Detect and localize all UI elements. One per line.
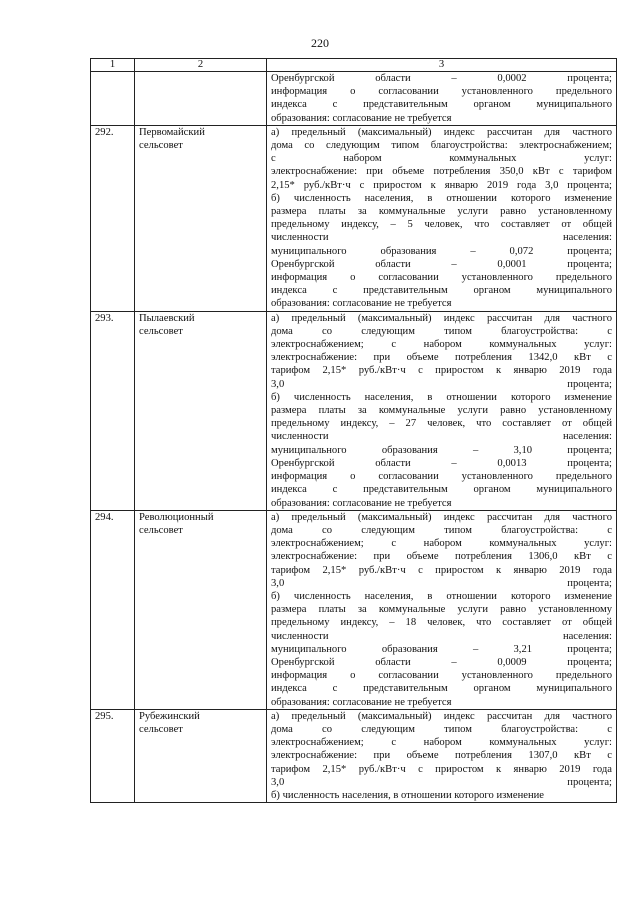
description-line: дома со следующим типом благоустройства: с	[271, 524, 612, 536]
column-header-2: 2	[135, 59, 267, 72]
municipality-name-line: сельсовет	[139, 140, 183, 152]
description-line: численности населения:	[271, 630, 612, 642]
table-row	[91, 311, 617, 510]
description-line: а) предельный (максимальный) индекс рассчитан для частного	[271, 126, 612, 138]
municipality-name	[135, 510, 267, 709]
row-number	[91, 72, 135, 126]
municipality-name-line: Первомайский	[139, 126, 205, 138]
description-line: численности населения:	[271, 232, 612, 244]
description-line: электроснабжение: при объеме потребления 350,0 кВт с тарифом	[271, 166, 612, 178]
table-header-row	[91, 59, 617, 72]
municipality-name-line: Революционный	[139, 511, 214, 523]
index-description	[267, 311, 617, 510]
description-line: индекса с представительным органом муниципального	[271, 285, 612, 297]
tariff-table	[90, 58, 617, 803]
row-number: 293.	[91, 311, 135, 510]
description-line: 2,15* руб./кВт·ч с приростом к январю 2019 года 3,0 процента;	[271, 179, 612, 191]
description-line: 3,0 процента;	[271, 378, 612, 390]
description-line: а) предельный (максимальный) индекс рассчитан для частного	[271, 312, 612, 324]
table-row	[91, 72, 617, 126]
municipality-name	[135, 72, 267, 126]
description-line: 3,0 процента;	[271, 577, 612, 589]
row-number: 292.	[91, 125, 135, 311]
description-line: образования: согласование не требуется	[271, 497, 452, 509]
municipality-name-line: сельсовет	[139, 723, 183, 735]
description-line: а) предельный (максимальный) индекс рассчитан для частного	[271, 511, 612, 523]
description-line: б) численность населения, в отношении которого изменение	[271, 590, 612, 602]
municipality-name	[135, 125, 267, 311]
municipality-name	[135, 311, 267, 510]
description-line: б) численность населения, в отношении которого изменение	[271, 192, 612, 204]
table-row	[91, 709, 617, 802]
municipality-name-line: сельсовет	[139, 524, 183, 536]
description-line: предельному индексу, – 18 человек, что составляет от общей	[271, 617, 612, 629]
municipality-name	[135, 709, 267, 802]
description-line: а) предельный (максимальный) индекс рассчитан для частного	[271, 710, 612, 722]
municipality-name-line: Пылаевский	[139, 312, 195, 324]
description-line: электроснабжение: при объеме потребления 1342,0 кВт с	[271, 352, 612, 364]
description-line: муниципального образования – 0,072 процента;	[271, 245, 612, 257]
description-line: индекса с представительным органом муниципального	[271, 99, 612, 111]
page-number: 220	[311, 36, 329, 50]
description-line: образования: согласование не требуется	[271, 298, 452, 310]
description-line: дома со следующим типом благоустройства: с	[271, 325, 612, 337]
index-description	[267, 510, 617, 709]
description-line: индекса с представительным органом муниципального	[271, 484, 612, 496]
description-line: Оренбургской области – 0,0002 процента;	[271, 73, 612, 84]
description-line: информация о согласовании установленного предельного	[271, 471, 612, 483]
description-line: размера платы за коммунальные услуги равно установленному	[271, 604, 612, 616]
municipality-name-line: Рубежинский	[139, 710, 200, 722]
table-row	[91, 510, 617, 709]
description-line: тарифом 2,15* руб./кВт·ч с приростом к январю 2019 года	[271, 564, 612, 576]
description-line: электроснабжением; с набором коммунальных услуг:	[271, 538, 612, 550]
description-line: тарифом 2,15* руб./кВт·ч с приростом к январю 2019 года	[271, 763, 612, 775]
description-line: информация о согласовании установленного предельного	[271, 86, 612, 98]
description-line: 3,0 процента;	[271, 776, 612, 788]
table-row	[91, 125, 617, 311]
description-line: муниципального образования – 3,21 процента;	[271, 643, 612, 655]
description-line: б) численность населения, в отношении которого изменение	[271, 391, 612, 403]
index-description	[267, 709, 617, 802]
description-line: предельному индексу, – 27 человек, что составляет от общей	[271, 418, 612, 430]
description-line: дома со следующим типом благоустройства: с	[271, 723, 612, 735]
municipality-name-line: сельсовет	[139, 325, 183, 337]
description-line: численности населения:	[271, 431, 612, 443]
description-line: электроснабжением; с набором коммунальных услуг:	[271, 339, 612, 351]
row-number: 294.	[91, 510, 135, 709]
description-line: дома со следующим типом благоустройства: электроснабжением;	[271, 140, 612, 152]
description-line: Оренбургской области – 0,0009 процента;	[271, 656, 612, 668]
description-line: образования: согласование не требуется	[271, 112, 452, 124]
description-line: размера платы за коммунальные услуги равно установленному	[271, 206, 612, 218]
index-description	[267, 72, 617, 126]
description-line: размера платы за коммунальные услуги равно установленному	[271, 405, 612, 417]
description-line: электроснабжение: при объеме потребления 1306,0 кВт с	[271, 551, 612, 563]
column-header-1: 1	[91, 59, 135, 72]
description-line: тарифом 2,15* руб./кВт·ч с приростом к январю 2019 года	[271, 365, 612, 377]
description-line: Оренбургской области – 0,0001 процента;	[271, 258, 612, 270]
description-line: информация о согласовании установленного предельного	[271, 272, 612, 284]
description-line: образования: согласование не требуется	[271, 696, 452, 708]
column-header-3: 3	[267, 59, 617, 72]
description-line: муниципального образования – 3,10 процента;	[271, 444, 612, 456]
index-description	[267, 125, 617, 311]
description-line: Оренбургской области – 0,0013 процента;	[271, 457, 612, 469]
description-line: информация о согласовании установленного предельного	[271, 670, 612, 682]
description-line: б) численность населения, в отношении которого изменение	[271, 789, 544, 801]
description-line: электроснабжением; с набором коммунальных услуг:	[271, 737, 612, 749]
description-line: с набором коммунальных услуг:	[271, 153, 612, 165]
row-number: 295.	[91, 709, 135, 802]
description-line: предельному индексу, – 5 человек, что составляет от общей	[271, 219, 612, 231]
description-line: индекса с представительным органом муниципального	[271, 683, 612, 695]
description-line: электроснабжение: при объеме потребления 1307,0 кВт с	[271, 750, 612, 762]
